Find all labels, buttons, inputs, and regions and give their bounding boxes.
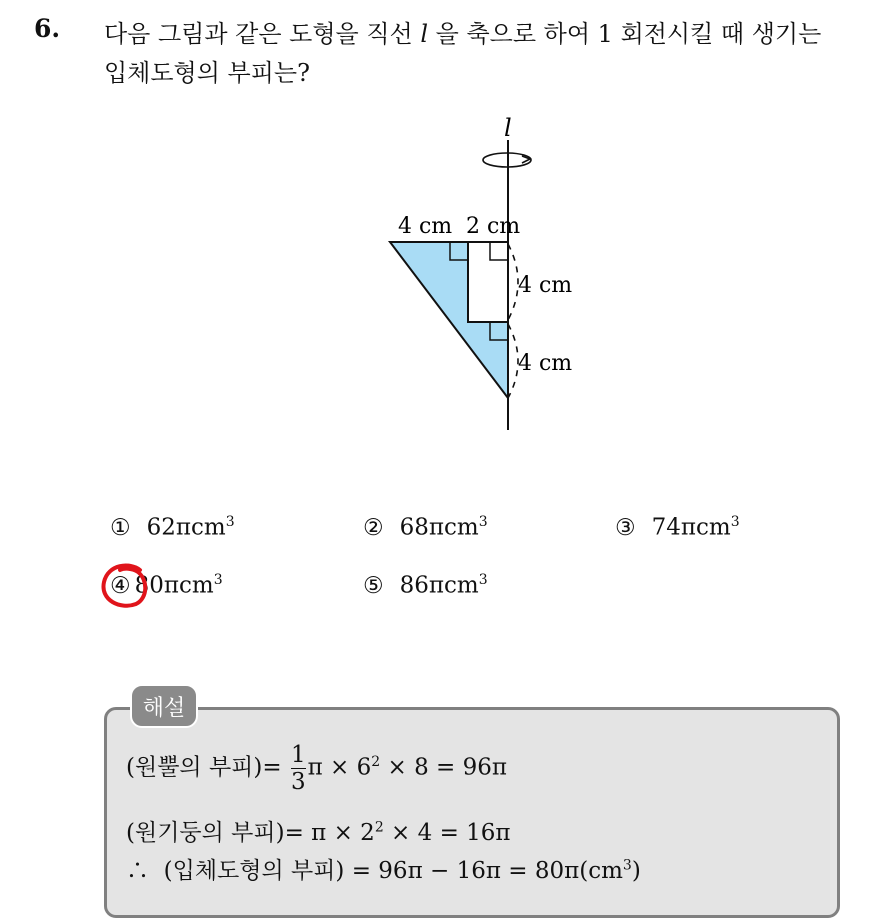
axis-variable: l	[420, 20, 429, 48]
solution-line-2: (원기둥의 부피)= $\pi \times 2^2 \times 4 = 16\pi$	[126, 819, 511, 846]
dimension-arc-upper	[508, 244, 518, 320]
solution-box	[104, 707, 840, 918]
cutout-rectangle	[468, 242, 508, 322]
question-number: 6.	[34, 14, 61, 43]
option-5[interactable]: ⑤ 86πcm$^3$	[363, 572, 488, 599]
fraction-one-third: $\frac{1}{3}$	[290, 742, 306, 795]
label-right-upper: 4 cm	[518, 273, 573, 298]
option-3[interactable]: ③ 74πcm$^3$	[615, 514, 740, 541]
option-1[interactable]: ① 62πcm$^3$	[110, 514, 235, 541]
answer-circle-mark	[100, 562, 152, 612]
label-top-right: 2 cm	[466, 214, 521, 239]
solution-tab: 해설	[130, 684, 198, 728]
option-2[interactable]: ② 68πcm$^3$	[363, 514, 488, 541]
option-4[interactable]: ④ 80πcm$^3$	[110, 572, 223, 599]
solution-line-3: ∴ (입체도형의 부피) = $96\pi - 16\pi = 80\pi(cm^3)$	[126, 857, 641, 884]
solution-line-1: (원뿔의 부피)= $\frac{1}{3}$ $\pi \times 6^2 \times 8 = 96\pi$	[126, 742, 507, 795]
question-text-line-2: 입체도형의 부피는?	[104, 59, 310, 87]
dimension-arc-lower	[508, 324, 518, 398]
rotation-figure	[370, 112, 590, 437]
label-top-left: 4 cm	[398, 214, 453, 239]
axis-label: l	[504, 114, 512, 142]
question-text-line-1: 다음 그림과 같은 도형을 직선 l 을 축으로 하여 1 회전시킬 때 생기는	[104, 20, 822, 48]
label-right-lower: 4 cm	[518, 351, 573, 376]
